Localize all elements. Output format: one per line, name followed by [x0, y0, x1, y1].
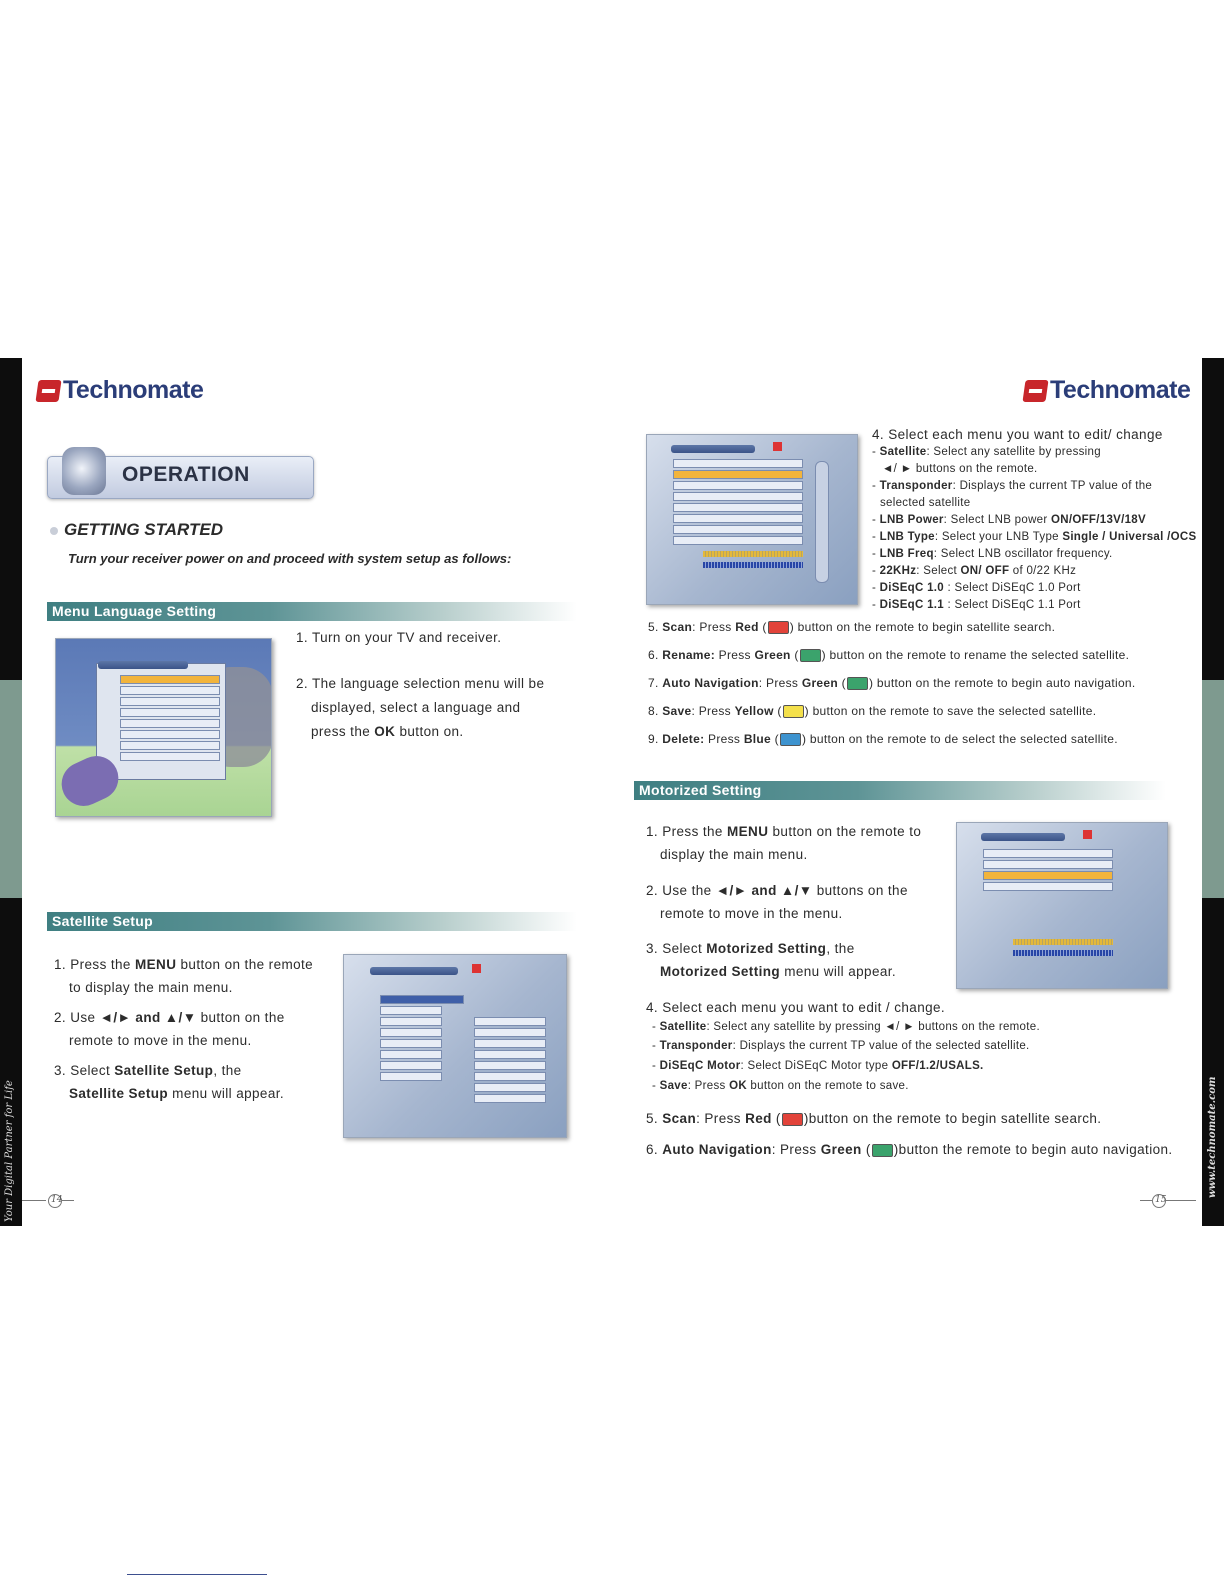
edit-item: - Satellite: Select any satellite by pressing: [872, 446, 1101, 458]
edit-item: - Transponder: Displays the current TP value of the: [872, 480, 1153, 492]
green-button-icon: [872, 1144, 893, 1157]
footer-rule: [127, 1574, 267, 1575]
sat-step-1b: to display the main menu.: [69, 980, 233, 995]
mot-step-6: 6. Auto Navigation: Press Green ( )button the remote to begin auto navigation.: [646, 1142, 1173, 1157]
edit-header: 4. Select each menu you want to edit/ change: [872, 427, 1163, 442]
motorized-item: - Satellite: Select any satellite by pressing ◄/ ► buttons on the remote.: [652, 1021, 1040, 1033]
section-satellite-setup: Satellite Setup: [47, 912, 577, 931]
section-motorized: Motorized Setting: [634, 781, 1166, 800]
section-menu-language: Menu Language Setting: [47, 602, 577, 621]
sat-step-1a: 1. Press the MENU button on the remote: [54, 957, 314, 972]
brand-logo-right: [1024, 376, 1190, 405]
yellow-button-icon: [783, 705, 804, 718]
motorized-screenshot: [956, 822, 1168, 989]
page-number-right: 15: [1155, 1195, 1167, 1205]
right-vertical-url: www.technomate.com: [1207, 1076, 1218, 1198]
sat-step-3b: Satellite Setup menu will appear.: [69, 1086, 285, 1101]
operation-banner: [47, 456, 314, 499]
satellite-setup-screenshot: [646, 434, 858, 605]
mot-step-1a: 1. Press the MENU button on the remote to: [646, 824, 922, 839]
blue-button-icon: [780, 733, 801, 746]
language-menu-screenshot: [55, 638, 272, 817]
sat-step-2b: remote to move in the menu.: [69, 1033, 252, 1048]
gear-icon: [62, 447, 106, 495]
color-step: 5. Scan: Press Red ( ) button on the remote to begin satellite search.: [648, 620, 1056, 634]
shot-logo: [773, 439, 784, 453]
edit-item: selected satellite: [880, 497, 971, 509]
mot-step-2a: 2. Use the ◄/► and ▲/▼ buttons on the: [646, 883, 908, 898]
intro-text: Turn your receiver power on and proceed with system setup as follows:: [68, 551, 512, 566]
color-step: 8. Save: Press Yellow ( ) button on the remote to save the selected satellite.: [648, 704, 1097, 718]
edit-item: - 22KHz: Select ON/ OFF of 0/22 KHz: [872, 565, 1077, 577]
operation-title: OPERATION: [122, 463, 250, 486]
left-vertical-tagline: Your Digital Partner for Life: [4, 1080, 15, 1222]
lang-step-2c: press the OK button on.: [311, 724, 464, 739]
mot-step-5: 5. Scan: Press Red ( )button on the remote to begin satellite search.: [646, 1111, 1102, 1126]
mot-step-3b: Motorized Setting menu will appear.: [660, 964, 897, 979]
getting-started-heading: GETTING STARTED: [50, 520, 223, 540]
edit-item: ◄/ ► buttons on the remote.: [882, 463, 1038, 475]
green-button-icon: [847, 677, 868, 690]
color-step: 7. Auto Navigation: Press Green ( ) button on the remote to begin auto navigation.: [648, 676, 1136, 690]
shot-logo: [1083, 827, 1094, 841]
technomate-logo-icon: [1022, 380, 1048, 402]
main-menu-screenshot: [343, 954, 567, 1138]
mot-step-4: 4. Select each menu you want to edit / change.: [646, 1000, 946, 1015]
edit-item: - DiSEqC 1.0 : Select DiSEqC 1.0 Port: [872, 582, 1081, 594]
page-number-left: 14: [51, 1195, 63, 1205]
bullet-icon: [50, 527, 58, 535]
color-step: 9. Delete: Press Blue ( ) button on the remote to de select the selected satellite.: [648, 732, 1118, 746]
technomate-logo-icon: [35, 380, 61, 402]
red-button-icon: [768, 621, 789, 634]
edit-item: - LNB Type: Select your LNB Type Single / Universal /OCS: [872, 531, 1197, 543]
green-button-icon: [800, 649, 821, 662]
color-step: 6. Rename: Press Green ( ) button on the remote to rename the selected satellite.: [648, 648, 1130, 662]
brand-name: Technomate: [63, 376, 204, 404]
lang-step-2b: displayed, select a language and: [311, 700, 521, 715]
motorized-item: - Save: Press OK button on the remote to save.: [652, 1080, 909, 1092]
mot-step-1b: display the main menu.: [660, 847, 808, 862]
lang-step-2a: 2. The language selection menu will be: [296, 676, 545, 691]
shot-logo: [472, 961, 483, 975]
mot-step-2b: remote to move in the menu.: [660, 906, 843, 921]
motorized-item: - Transponder: Displays the current TP value of the selected satellite.: [652, 1040, 1030, 1052]
sat-step-2a: 2. Use ◄/► and ▲/▼ button on the: [54, 1010, 285, 1025]
lang-step-1: 1. Turn on your TV and receiver.: [296, 630, 502, 645]
edit-item: - DiSEqC 1.1 : Select DiSEqC 1.1 Port: [872, 599, 1081, 611]
red-button-icon: [782, 1113, 803, 1126]
sat-step-3a: 3. Select Satellite Setup, the: [54, 1063, 242, 1078]
brand-logo-left: [37, 376, 203, 405]
motorized-item: - DiSEqC Motor: Select DiSEqC Motor type OFF/1.2/USALS.: [652, 1060, 984, 1072]
brand-name: Technomate: [1050, 376, 1191, 404]
edit-item: - LNB Freq: Select LNB oscillator frequency.: [872, 548, 1113, 560]
mot-step-3a: 3. Select Motorized Setting, the: [646, 941, 855, 956]
edit-item: - LNB Power: Select LNB power ON/OFF/13V/18V: [872, 514, 1146, 526]
